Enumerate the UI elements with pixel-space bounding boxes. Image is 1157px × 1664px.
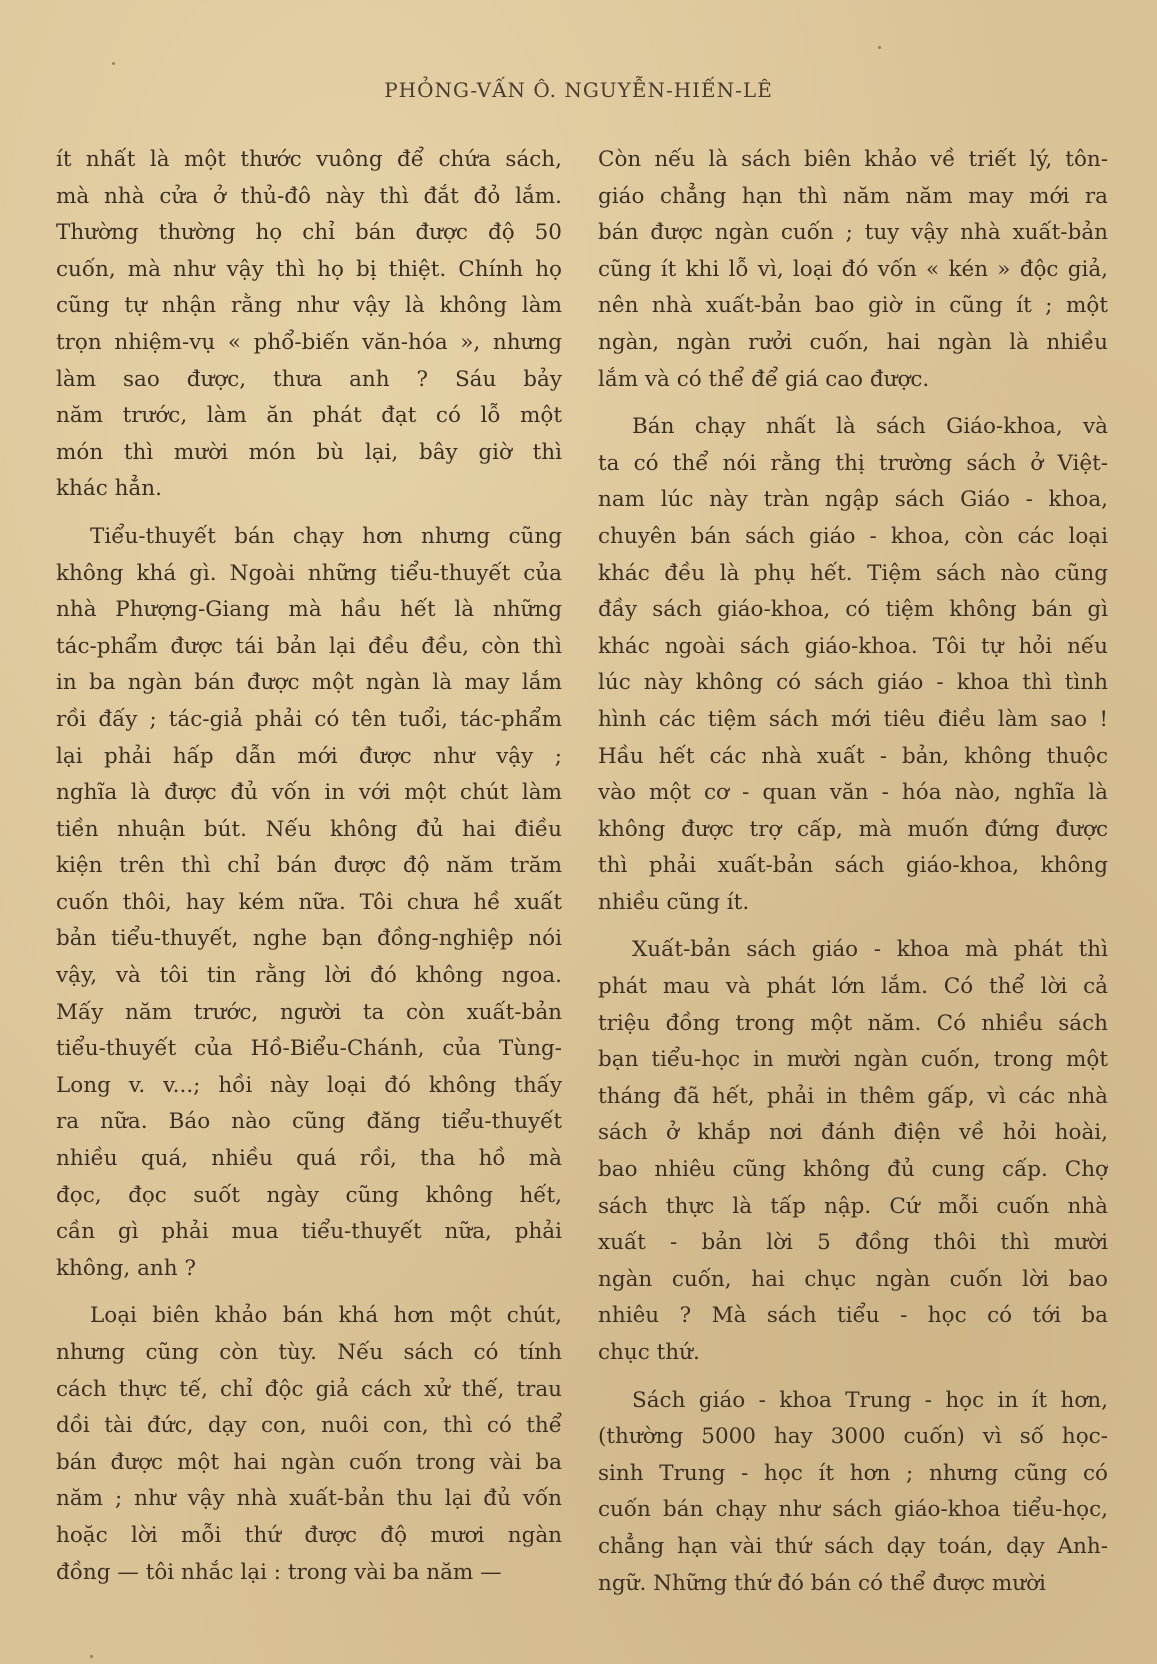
paragraph-gap [56,1287,562,1298]
text-line: in ba ngàn bán được một ngàn là may lắm [56,670,562,696]
text-line: cần gì phải mua tiểu-thuyết nữa, phải [56,1219,562,1245]
text-line: đầy sách giáo-khoa, có tiệm không bán gì [598,597,1108,623]
text-line: năm ; như vậy nhà xuất-bản thu lại đủ vốn [56,1486,562,1512]
paragraph-gap [598,921,1108,932]
text-line: nhà Phượng-Giang mà hầu hết là những [56,597,562,623]
text-line: nhiều quá, nhiều quá rồi, tha hồ mà [56,1146,562,1172]
text-line: Hầu hết các nhà xuất - bản, không thuộc [598,743,1108,769]
text-line: sách thực là tấp nập. Cứ mỗi cuốn nhà [598,1193,1108,1219]
text-line: lại phải hấp dẫn mới được như vậy ; [56,743,562,769]
text-line: ta có thể nói rằng thị trường sách ở Việt- [598,450,1108,476]
text-line: sinh Trung - học ít hơn ; nhưng cũng có [598,1460,1108,1486]
left-column [56,142,562,1591]
paragraph [598,142,1108,398]
text-line: dồi tài đức, dạy con, nuôi con, thì có thể [56,1413,562,1439]
text-line: xuất - bản lời 5 đồng thôi thì mười [598,1230,1108,1256]
text-line: ngàn cuốn, hai chục ngàn cuốn lời bao [598,1266,1108,1292]
text-line: đọc, đọc suốt ngày cũng không hết, [56,1182,562,1208]
text-line: nhiều cũng ít. [598,889,750,915]
text-line: làm sao được, thưa anh ? Sáu bảy [56,366,562,392]
paragraph [598,409,1108,921]
text-line: rồi đấy ; tác-giả phải có tên tuổi, tác-phẩm [56,706,562,732]
text-line: trọn nhiệm-vụ « phổ-biến văn-hóa », nhưng [56,329,562,355]
text-line: phát mau và phát lớn lắm. Có thể lời cả [598,974,1108,1000]
text-line: nghĩa là được đủ vốn in với một chút làm [56,780,562,806]
text-line: tiểu-thuyết của Hồ-Biểu-Chánh, của Tùng- [56,1036,562,1062]
text-line: bán được ngàn cuốn ; tuy vậy nhà xuất-bản [598,220,1108,246]
text-line: năm trước, làm ăn phát đạt có lỗ một [56,403,562,429]
text-line: triệu đồng trong một năm. Có nhiều sách [598,1010,1108,1036]
text-line: Xuất-bản sách giáo - khoa mà phát thì [632,937,1108,963]
text-line: lắm và có thể để giá cao được. [598,366,930,392]
text-line: bao nhiêu cũng không đủ cung cấp. Chợ [598,1157,1108,1183]
text-line: nhiêu ? Mà sách tiểu - học có tới ba [598,1303,1108,1329]
text-line: ra nữa. Báo nào cũng đăng tiểu-thuyết [56,1109,562,1135]
text-line: chuyên bán sách giáo - khoa, còn các loại [598,523,1108,549]
text-line: nên nhà xuất-bản bao giờ in cũng ít ; một [598,293,1108,319]
text-line: bán được một hai ngàn cuốn trong vài ba [56,1449,562,1475]
text-line: cách thực tế, chỉ độc giả cách xử thế, trau [56,1376,562,1402]
text-line: hoặc lời mỗi thứ được độ mươi ngàn [56,1522,562,1548]
text-line: ngữ. Những thứ đó bán có thể được mười [598,1570,1046,1596]
text-line: cuốn, mà như vậy thì họ bị thiệt. Chính họ [56,256,562,282]
text-line: ít nhất là một thước vuông để chứa sách, [56,147,562,172]
text-line: không, anh ? [56,1255,196,1281]
right-column [598,142,1108,1602]
text-line: Tiểu-thuyết bán chạy hơn nhưng cũng [90,523,562,549]
text-line: kiện trên thì chỉ bán được độ năm trăm [56,853,562,879]
text-line: khác đều là phụ hết. Tiệm sách nào cũng [598,560,1108,586]
text-line: khác hẳn. [56,476,162,502]
paragraph-gap [598,1372,1108,1383]
text-line: thì phải xuất-bản sách giáo-khoa, không [598,853,1108,879]
text-line: cũng ít khi lỗ vì, loại đó vốn « kén » độc giả, [598,256,1108,282]
paragraph [598,1383,1108,1603]
print-speck [112,62,115,65]
text-line: ngàn, ngàn rưởi cuốn, hai ngàn là nhiều [598,329,1108,355]
text-line: bạn tiểu-học in mười ngàn cuốn, trong một [598,1047,1108,1073]
text-line: Thường thường họ chỉ bán được độ 50 [56,220,562,246]
text-line: bản tiểu-thuyết, nghe bạn đồng-nghiệp nói [56,926,562,952]
text-line: không được trợ cấp, mà muốn đứng được [598,816,1108,842]
text-line: món thì mười món bù lại, bây giờ thì [56,439,562,465]
text-line: Còn nếu là sách biên khảo về triết lý, tôn- [598,147,1108,172]
text-line: Bán chạy nhất là sách Giáo-khoa, và [632,414,1108,440]
text-line: vào một cơ - quan văn - hóa nào, nghĩa là [598,780,1108,806]
text-line: Mấy năm trước, người ta còn xuất-bản [56,999,562,1025]
text-line: Loại biên khảo bán khá hơn một chút, [90,1303,562,1329]
text-line: không khá gì. Ngoài những tiểu-thuyết của [56,560,562,586]
paragraph [56,142,562,508]
text-line: Long v. v...; hồi này loại đó không thấy [56,1072,562,1098]
text-line: nam lúc này tràn ngập sách Giáo - khoa, [598,487,1108,513]
text-line: vậy, và tôi tin rằng lời đó không ngoa. [56,963,562,989]
text-line: cuốn thôi, hay kém nữa. Tôi chưa hề xuất [56,889,562,915]
print-speck [90,1655,93,1658]
text-line: cuốn bán chạy như sách giáo-khoa tiểu-học, [598,1497,1108,1523]
text-line: chẳng hạn vài thứ sách dạy toán, dạy Anh- [598,1533,1108,1559]
text-line: tiền nhuận bút. Nếu không đủ hai điều [56,816,562,842]
text-line: nhưng cũng còn tùy. Nếu sách có tính [56,1340,562,1365]
running-header: PHỎNG-VẤN Ô. NGUYỄN-HIẾN-LÊ [384,78,773,102]
paragraph [56,1298,562,1591]
text-line: hình các tiệm sách mới tiêu điều làm sao ! [598,706,1108,732]
text-line: đồng — tôi nhắc lại : trong vài ba năm — [56,1559,502,1585]
text-line: tác-phẩm được tái bản lại đều đều, còn thì [56,633,562,659]
text-line: khác ngoài sách giáo-khoa. Tôi tự hỏi nếu [598,633,1108,659]
text-line: lúc này không có sách giáo - khoa thì tình [598,670,1108,696]
text-line: mà nhà cửa ở thủ-đô này thì đắt đỏ lắm. [56,183,562,209]
paragraph [56,519,562,1287]
paragraph-gap [598,398,1108,409]
text-line: Sách giáo - khoa Trung - học in ít hơn, [632,1387,1108,1413]
text-line: sách ở khắp nơi đánh điện về hỏi hoài, [598,1120,1108,1146]
text-line: chục thứ. [598,1340,700,1365]
paragraph-gap [56,508,562,519]
text-line: cũng tự nhận rằng như vậy là không làm [56,293,562,319]
text-line: tháng đã hết, phải in thêm gấp, vì các nhà [598,1083,1108,1109]
print-speck [878,46,881,49]
text-line: giáo chẳng hạn thì năm năm may mới ra [598,183,1108,209]
paragraph [598,932,1108,1371]
text-line: (thường 5000 hay 3000 cuốn) vì số học- [598,1424,1108,1450]
